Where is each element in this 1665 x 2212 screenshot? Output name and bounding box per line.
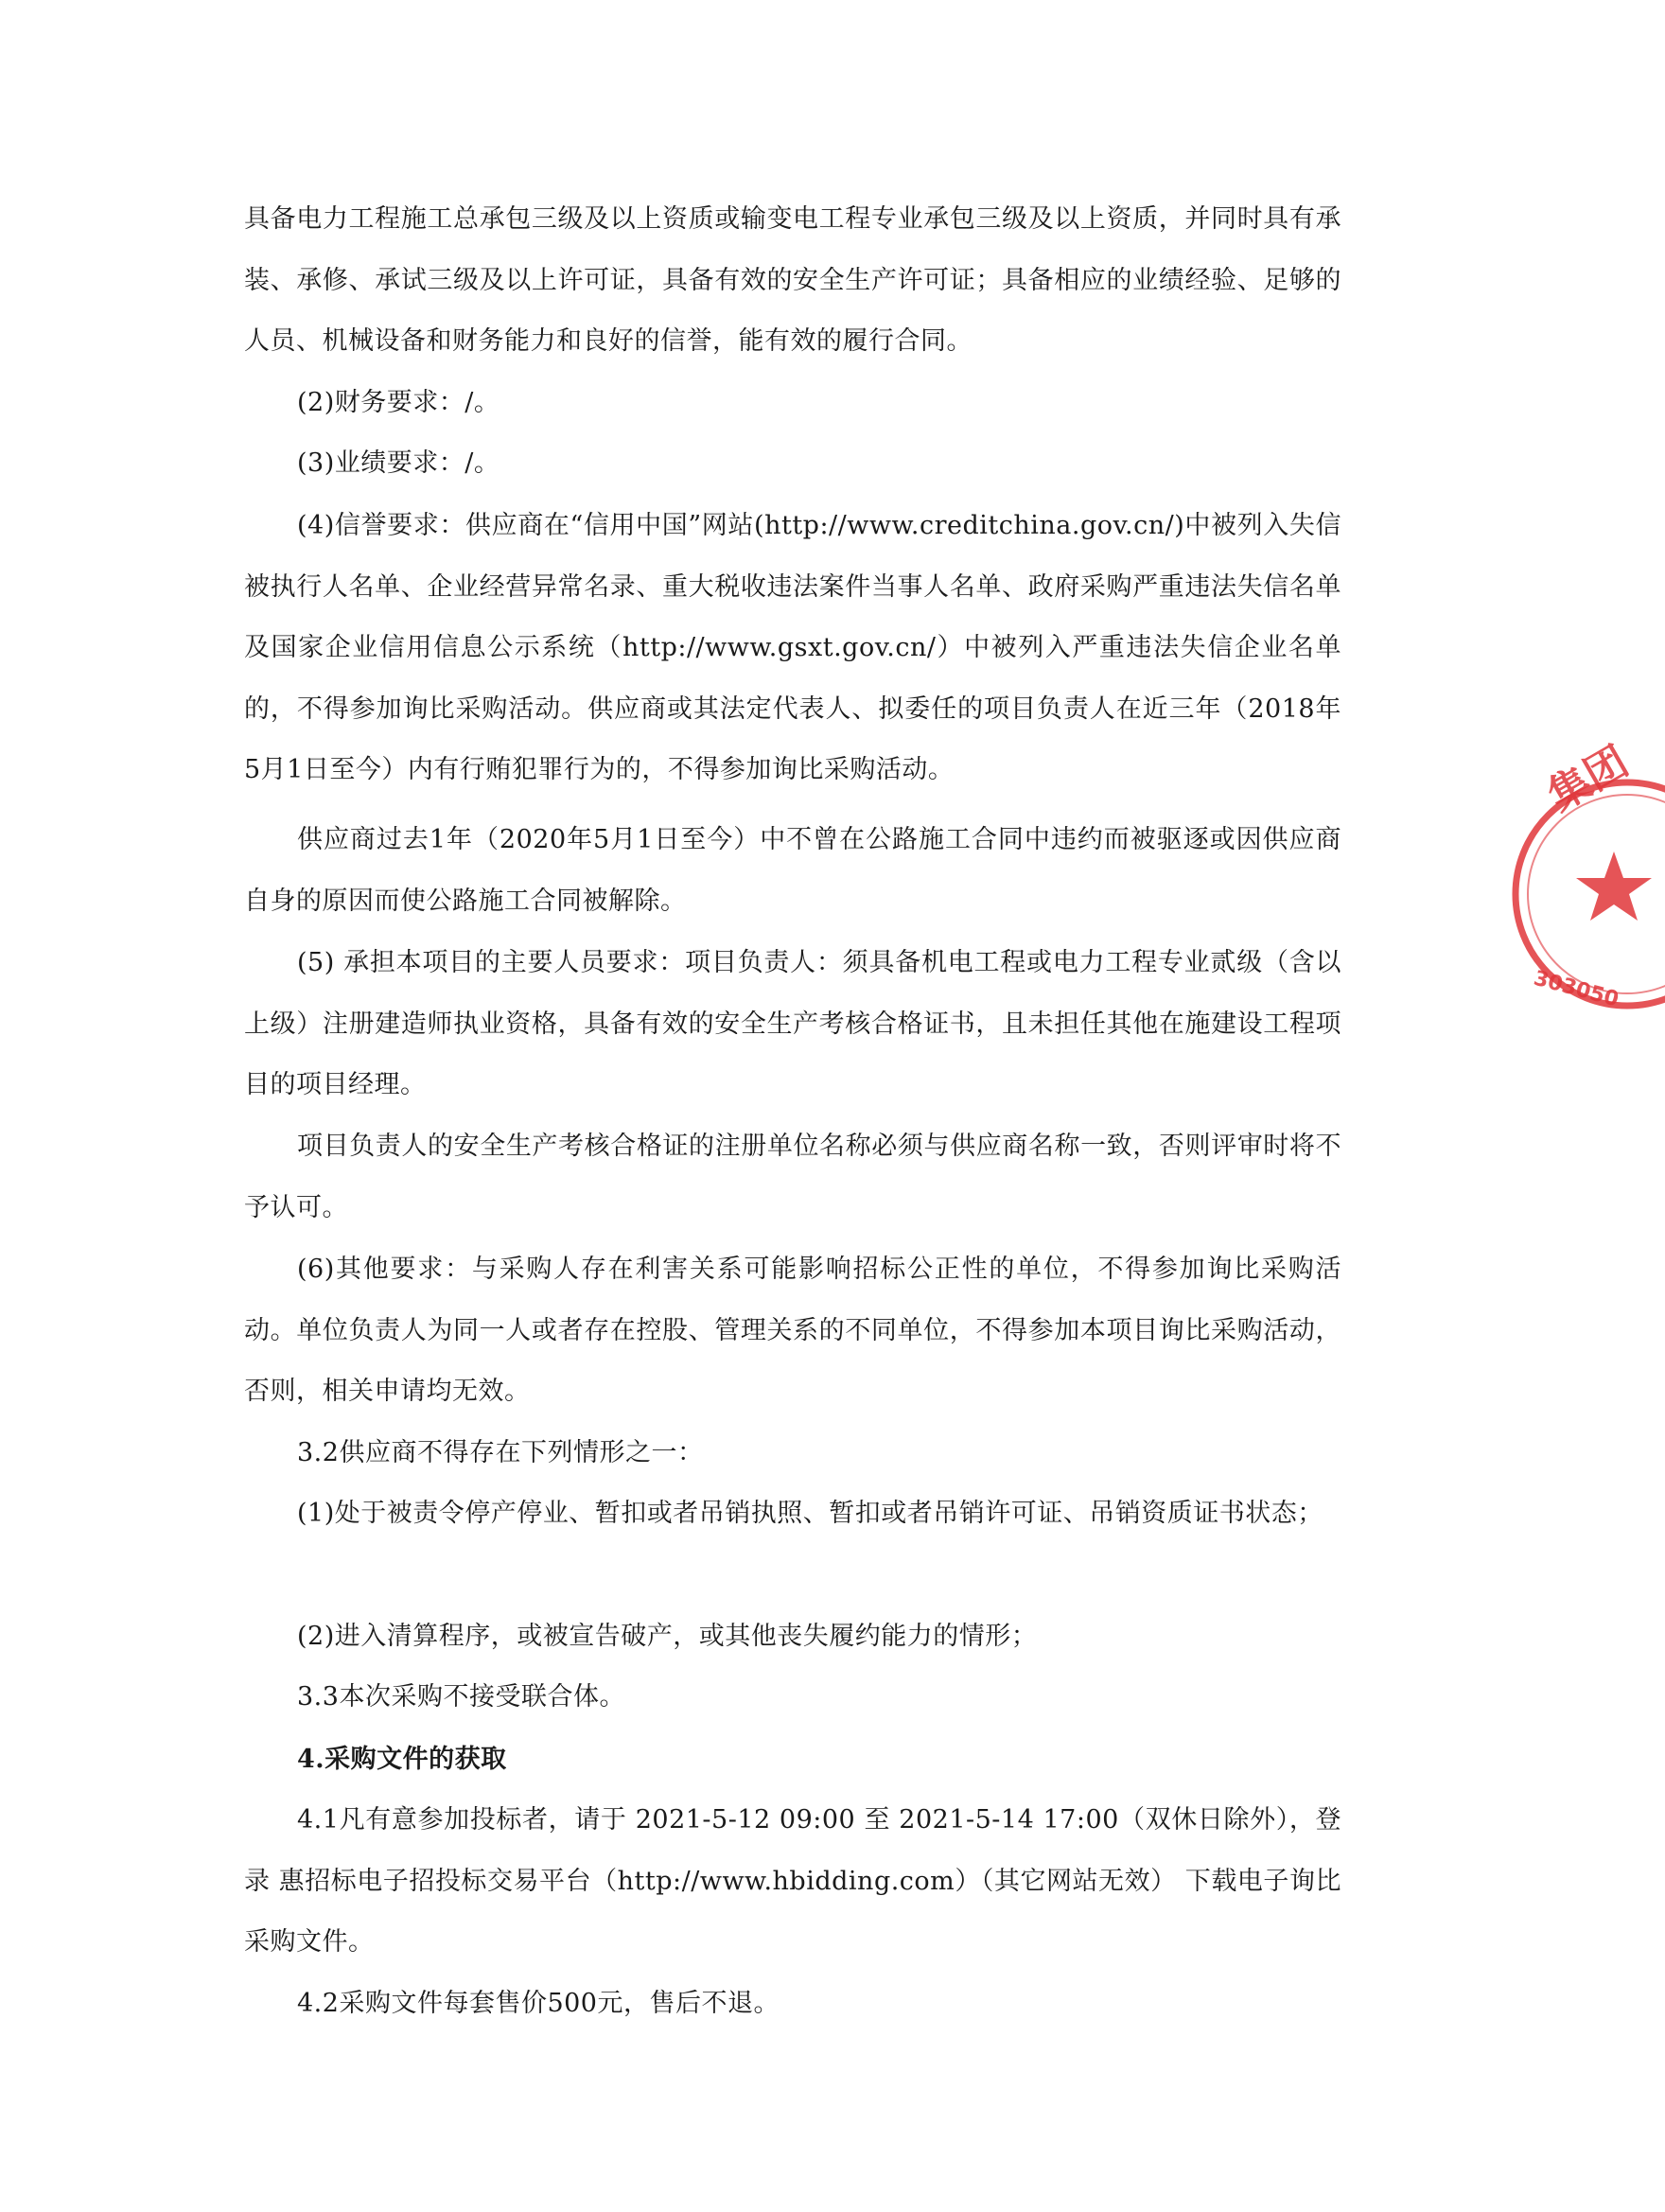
paragraph-performance: (3)业绩要求：/。	[297, 448, 500, 478]
paragraph-4-1: 4.1凡有意参加投标者，请于 2021-5-12 09:00 至 2021-5-14 17:00（双休日除外），登录 惠招标电子招投标交易平台（http://www.hbidding.com）（其它网站无效） 下载电子询比采购文件。	[244, 1805, 1341, 1957]
paragraph-condition-1: (1)处于被责令停产停业、暂扣或者吊销执照、暂扣或者吊销许可证、吊销资质证书状态；	[297, 1499, 1323, 1528]
paragraph-3-3: 3.3本次采购不接受联合体。	[297, 1682, 625, 1712]
paragraph-certificate: 项目负责人的安全生产考核合格证的注册单位名称必须与供应商名称一致，否则评审时将不予认可。	[244, 1132, 1341, 1222]
seal-text-top: 集团	[1540, 737, 1637, 821]
paragraph-qualification: 具备电力工程施工总承包三级及以上资质或输变电工程专业承包三级及以上资质，并同时具有承装、承修、承试三级及以上许可证，具备有效的安全生产许可证；具备相应的业绩经验、足够的人员、机械设备和财务能力和良好的信誉，能有效的履行合同。	[244, 204, 1341, 356]
paragraph-4-2: 4.2采购文件每套售价500元，售后不退。	[297, 1989, 780, 2018]
paragraph-condition-2: (2)进入清算程序，或被宣告破产，或其他丧失履约能力的情形；	[297, 1622, 1038, 1651]
paragraph-personnel: (5) 承担本项目的主要人员要求：项目负责人：须具备机电工程或电力工程专业贰级（含以上级）注册建造师执业资格，具备有效的安全生产考核合格证书，且未担任其他在施建设工程项目的项目经理。	[244, 948, 1341, 1099]
section-heading-procurement-documents: 4.采购文件的获取	[297, 1745, 507, 1774]
paragraph-past-record: 供应商过去1年（2020年5月1日至今）中不曾在公路施工合同中违约而被驱逐或因供应商自身的原因而使公路施工合同被解除。	[244, 825, 1341, 916]
paragraph-3-2: 3.2供应商不得存在下列情形之一：	[297, 1438, 704, 1467]
paragraph-other-requirements: (6)其他要求：与采购人存在利害关系可能影响招标公正性的单位，不得参加询比采购活动。单位负责人为同一人或者存在控股、管理关系的不同单位，不得参加本项目询比采购活动，否则，相关申请均无效。	[244, 1255, 1341, 1406]
paragraph-finance: (2)财务要求：/。	[297, 388, 500, 417]
seal-text-bottom: 303050	[1531, 966, 1621, 1012]
company-seal-stamp	[1476, 738, 1665, 1060]
paragraph-credit: (4)信誉要求：供应商在“信用中国”网站(http://www.creditchina.gov.cn/)中被列入失信被执行人名单、企业经营异常名录、重大税收违法案件当事人名单、政府采购严重违法失信名单及国家企业信用信息公示系统（http://www.gsxt.gov.cn/）中被列入严重违法失信企业名单的，不得参加询比采购活动。供应商或其法定代表人、拟委任的项目负责人在近三年（2018年5月1日至今）内有行贿犯罪行为的，不得参加询比采购活动。	[244, 511, 1341, 784]
